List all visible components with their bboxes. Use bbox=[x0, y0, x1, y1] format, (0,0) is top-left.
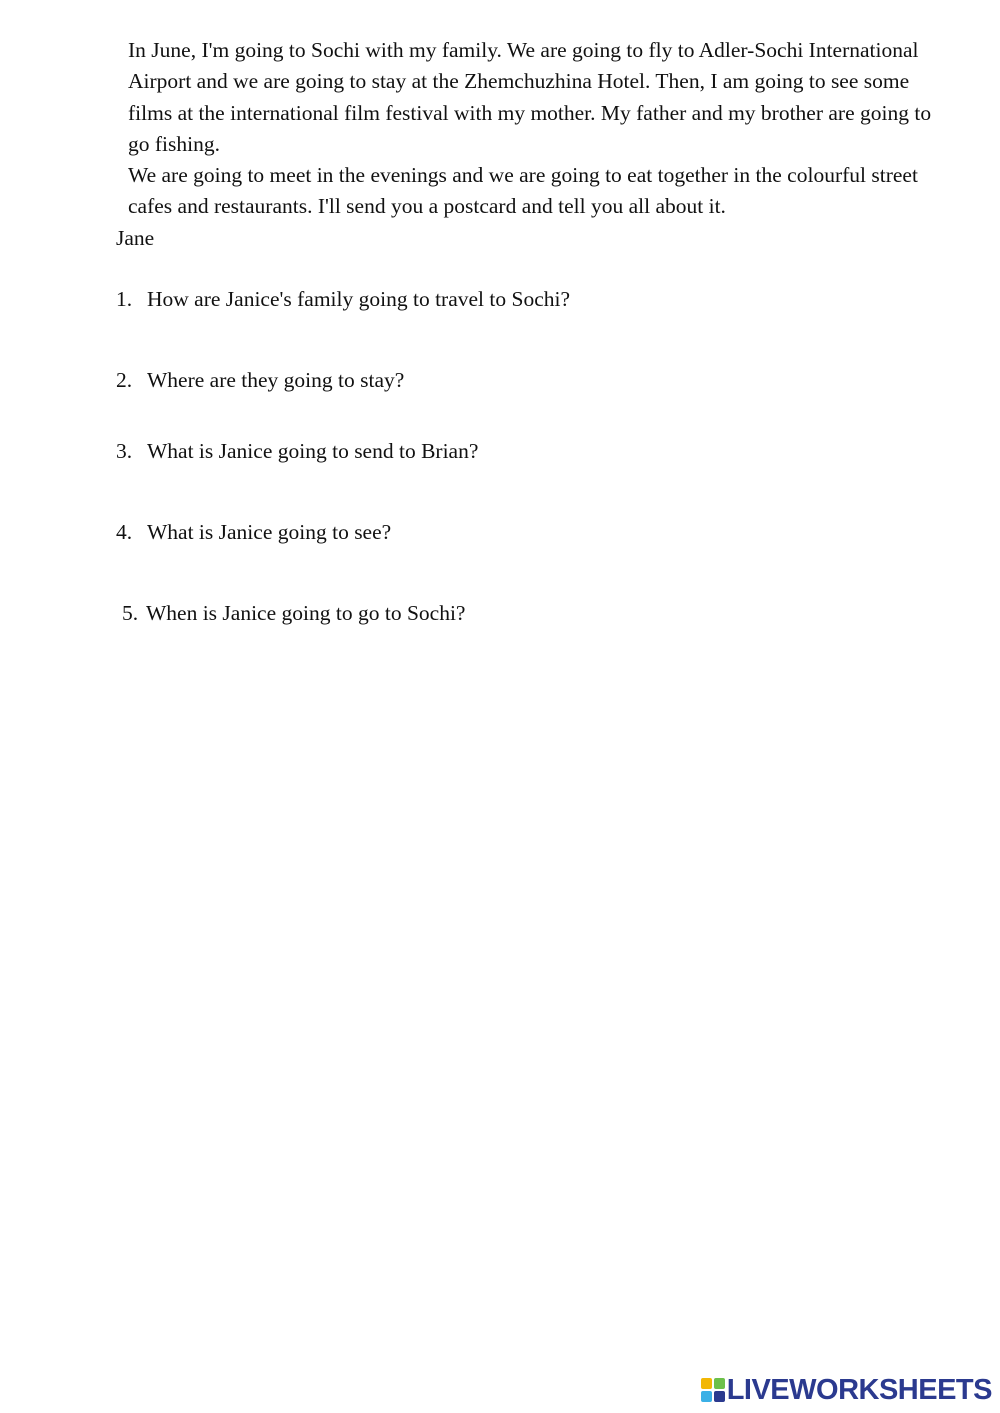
letter-paragraph-1: In June, I'm going to Sochi with my family. We are going to fly to Adler-Sochi International Airport and we are going to stay at the Zhemchuzhina Hotel. Then, I am going to see some films at the international film festival with my mother. My father and my brother are going to go fishing. bbox=[128, 38, 932, 156]
logo-square-navy bbox=[714, 1391, 725, 1402]
question-text: Where are they going to stay? bbox=[147, 368, 405, 392]
logo-text: LIVEWORKSHEETS bbox=[726, 1373, 992, 1406]
question-number: 2. bbox=[116, 368, 133, 392]
logo-square-yellow bbox=[701, 1378, 712, 1389]
question-text: What is Janice going to send to Brian? bbox=[147, 439, 479, 463]
question-number: 4. bbox=[116, 520, 133, 544]
question-text: What is Janice going to see? bbox=[147, 520, 392, 544]
question-3 bbox=[116, 437, 478, 465]
liveworksheets-logo-icon bbox=[701, 1378, 725, 1402]
question-5 bbox=[122, 599, 465, 627]
logo-square-green bbox=[714, 1378, 725, 1389]
question-4 bbox=[116, 518, 391, 546]
question-text: When is Janice going to go to Sochi? bbox=[146, 601, 466, 625]
question-2 bbox=[116, 366, 404, 394]
question-number: 5. bbox=[122, 601, 139, 625]
letter-signature: Jane bbox=[116, 225, 155, 250]
question-text: How are Janice's family going to travel to Sochi? bbox=[147, 287, 571, 311]
letter-paragraph-2: We are going to meet in the evenings and we are going to eat together in the colourful street cafes and restaurants. I'll send you a postcard and tell you all about it. bbox=[128, 163, 918, 219]
liveworksheets-logo[interactable] bbox=[701, 1375, 992, 1405]
question-number: 1. bbox=[116, 287, 133, 311]
question-number: 3. bbox=[116, 439, 133, 463]
reading-letter bbox=[116, 35, 936, 254]
logo-square-blue bbox=[701, 1391, 712, 1402]
question-1 bbox=[116, 285, 570, 313]
